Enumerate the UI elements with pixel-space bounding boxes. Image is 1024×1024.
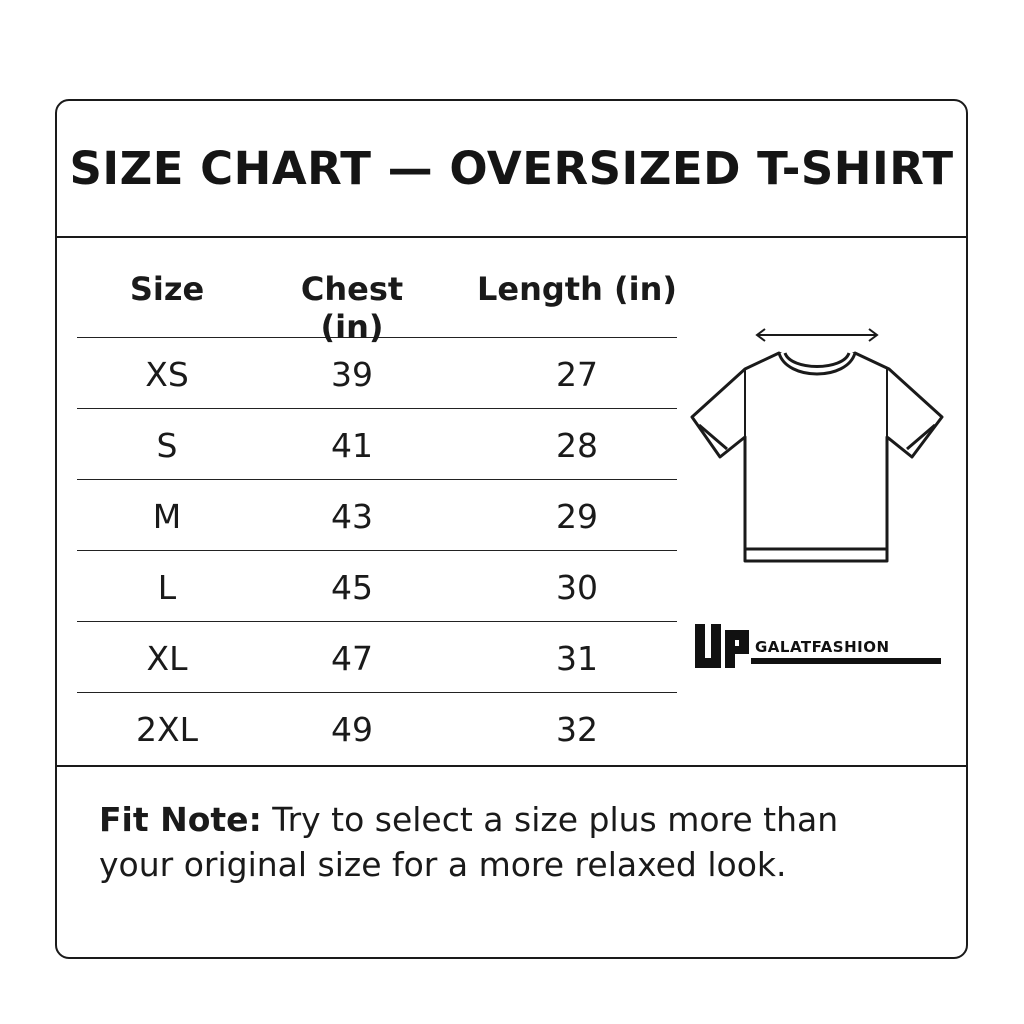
length-cell: 32 xyxy=(556,710,598,749)
chest-cell: 43 xyxy=(331,497,373,536)
table-row xyxy=(77,409,677,480)
table-header-row xyxy=(77,238,677,346)
column-header-size: Size xyxy=(129,270,205,308)
chest-cell: 49 xyxy=(331,710,373,749)
table-row xyxy=(77,622,677,693)
svg-text:GALATFASHION: GALATFASHION xyxy=(755,638,890,656)
chest-cell: 47 xyxy=(331,639,373,678)
size-cell: S xyxy=(156,426,178,465)
table-row xyxy=(77,693,677,764)
chest-measure-arrow-icon xyxy=(757,329,877,341)
size-table xyxy=(77,238,677,764)
fit-note xyxy=(99,797,919,887)
length-cell: 27 xyxy=(556,355,598,394)
column-header-length: Length (in) xyxy=(477,270,677,308)
divider xyxy=(57,765,966,767)
fit-note-label: Fit Note: xyxy=(99,800,262,839)
size-cell: 2XL xyxy=(136,710,198,749)
table-row xyxy=(77,551,677,622)
chest-cell: 41 xyxy=(331,426,373,465)
size-cell: XS xyxy=(145,355,189,394)
length-cell: 31 xyxy=(556,639,598,678)
size-cell: M xyxy=(152,497,182,536)
size-chart-card xyxy=(55,99,968,959)
table-row xyxy=(77,480,677,551)
table-row xyxy=(77,338,677,409)
length-cell: 30 xyxy=(556,568,598,607)
tshirt-icon xyxy=(687,319,947,569)
length-cell: 29 xyxy=(556,497,598,536)
page-title: SIZE CHART — OVERSIZED T-SHIRT xyxy=(57,101,966,238)
chest-cell: 45 xyxy=(331,568,373,607)
column-header-chest: Chest (in) xyxy=(300,270,404,346)
fit-note-text: Try to select a size plus more than your original size for a more relaxed look. xyxy=(99,800,839,884)
size-cell: XL xyxy=(146,639,188,678)
brand-logo-icon xyxy=(695,616,945,674)
chest-cell: 39 xyxy=(331,355,373,394)
length-cell: 28 xyxy=(556,426,598,465)
size-cell: L xyxy=(157,568,177,607)
